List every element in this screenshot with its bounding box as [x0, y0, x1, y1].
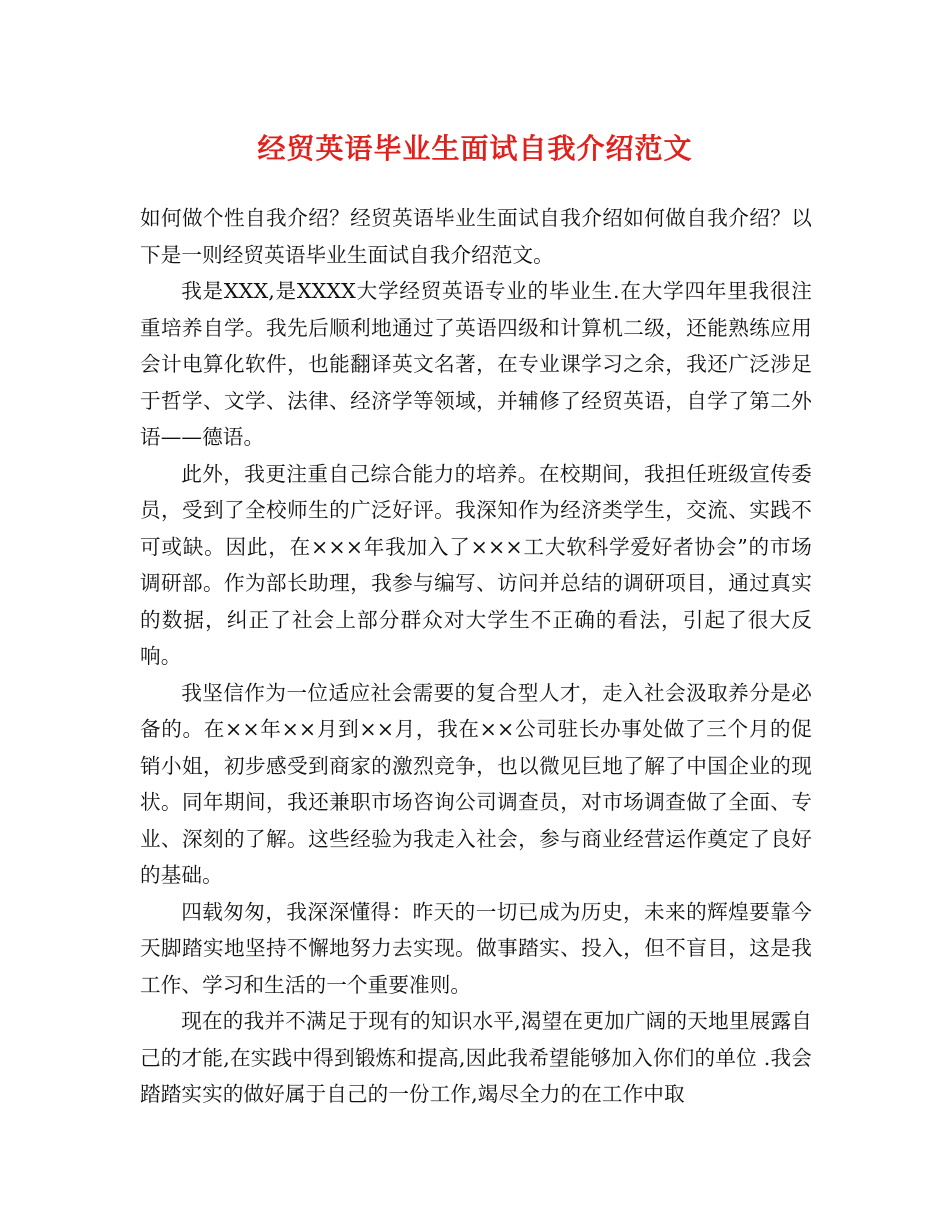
paragraph-education: 我是XXX,是XXXX大学经贸英语专业的毕业生.在大学四年里我很注重培养自学。我先后顺利地通过了英语四级和计算机二级，还能熟练应用会计电算化软件，也能翻译英文名著，在专业课学习之余，我还广泛涉足于哲学、文学、法律、经济学等领域，并辅修了经贸英语，自学了第二外语——德语。 — [140, 279, 812, 449]
intro-paragraph: 如何做个性自我介绍？经贸英语毕业生面试自我介绍如何做自我介绍？以下是一则经贸英语毕业生面试自我介绍范文。 — [140, 206, 812, 267]
paragraph-principles: 四载匆匆，我深深懂得：昨天的一切已成为历史，未来的辉煌要靠今天脚踏实地坚持不懈地努力去实现。做事踏实、投入，但不盲目，这是我工作、学习和生活的一个重要准则。 — [140, 899, 812, 997]
paragraph-abilities: 此外，我更注重自己综合能力的培养。在校期间，我担任班级宣传委员，受到了全校师生的广泛好评。我深知作为经济类学生，交流、实践不可或缺。因此，在×××年我加入了×××工大软科学爱好者协会”的市场调研部。作为部长助理，我参与编写、访问并总结的调研项目，通过真实的数据，纠正了社会上部分群众对大学生不正确的看法，引起了很大反响。 — [140, 461, 812, 668]
paragraph-aspirations: 现在的我并不满足于现有的知识水平,渴望在更加广阔的天地里展露自己的才能,在实践中得到锻炼和提高,因此我希望能够加入你们的单位 .我会踏踏实实的做好属于自己的一份工作,竭尽全力的在工作中取 — [140, 1009, 812, 1106]
document-body — [140, 200, 812, 1113]
paragraph-experience: 我坚信作为一位适应社会需要的复合型人才，走入社会汲取养分是必备的。在××年××月到××月，我在××公司驻长办事处做了三个月的促销小姐，初步感受到商家的激烈竞争，也以微见巨地了解了中国企业的现状。同年期间，我还兼职市场咨询公司调查员，对市场调查做了全面、专业、深刻的了解。这些经验为我走入社会，参与商业经营运作奠定了良好的基础。 — [140, 680, 812, 887]
document-title: 经贸英语毕业生面试自我介绍范文 — [257, 132, 693, 165]
